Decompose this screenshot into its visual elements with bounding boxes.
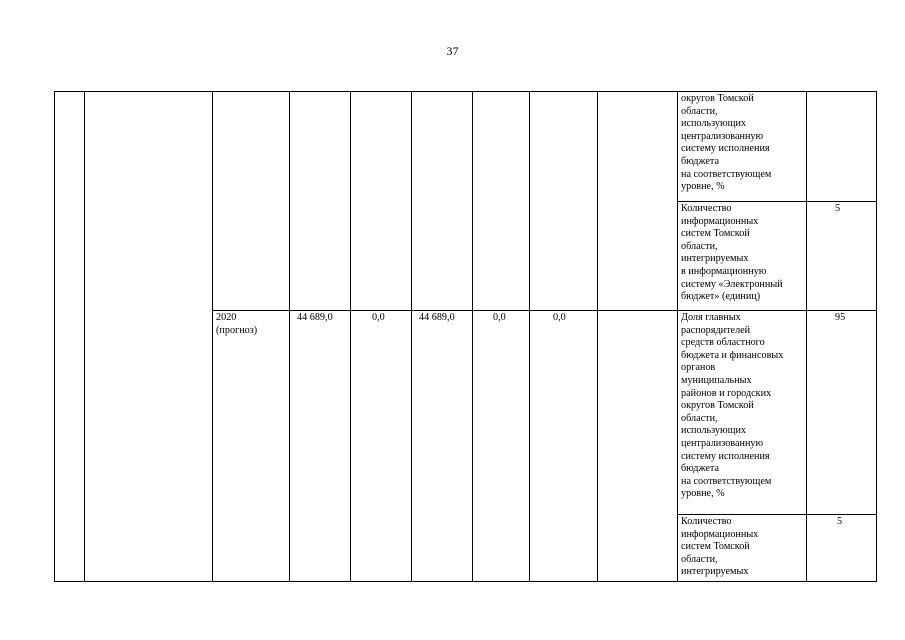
indicator-cell: Количество информационных систем Томской области, интегрируемых [681, 516, 759, 578]
table-border-right [876, 91, 877, 582]
indicator-cell: Количество информационных систем Томской области, интегрируемых в информационную систему «Электронный бюджет» (единиц) [681, 203, 783, 303]
table-border-left [54, 91, 55, 582]
federal-cell: 0,0 [372, 312, 385, 323]
column-divider [472, 91, 473, 582]
local-cell: 0,0 [493, 312, 506, 323]
indicator-cell: округов Томской области, использующих централизованную систему исполнения бюджета на соответствующем уровне, % [681, 93, 772, 193]
column-divider [289, 91, 290, 582]
column-divider [677, 91, 678, 582]
column-divider [597, 91, 598, 582]
indicator-value: 95 [835, 312, 846, 323]
other-cell: 0,0 [553, 312, 566, 323]
total-cell: 44 689,0 [297, 312, 333, 323]
column-divider [411, 91, 412, 582]
year-cell: 2020 (прогноз) [216, 312, 258, 336]
column-divider [350, 91, 351, 582]
column-divider [212, 91, 213, 582]
indicator-cell: Доля главных распорядителей средств областного бюджета и финансовых органов муниципальных районов и городских округов Томской области, использующих централизованную систему исполнения бюджета на соответствующем уровне, % [681, 312, 784, 500]
regional-cell: 44 689,0 [419, 312, 455, 323]
column-divider [84, 91, 85, 582]
row-divider [677, 201, 877, 202]
row-divider [677, 514, 877, 515]
table-border-top [54, 91, 877, 92]
indicator-value: 5 [835, 203, 841, 214]
table-border-bottom [54, 581, 877, 582]
column-divider [806, 91, 807, 582]
indicator-value: 5 [837, 516, 843, 527]
column-divider [529, 91, 530, 582]
row-divider [212, 310, 877, 311]
page-number: 37 [446, 44, 459, 58]
